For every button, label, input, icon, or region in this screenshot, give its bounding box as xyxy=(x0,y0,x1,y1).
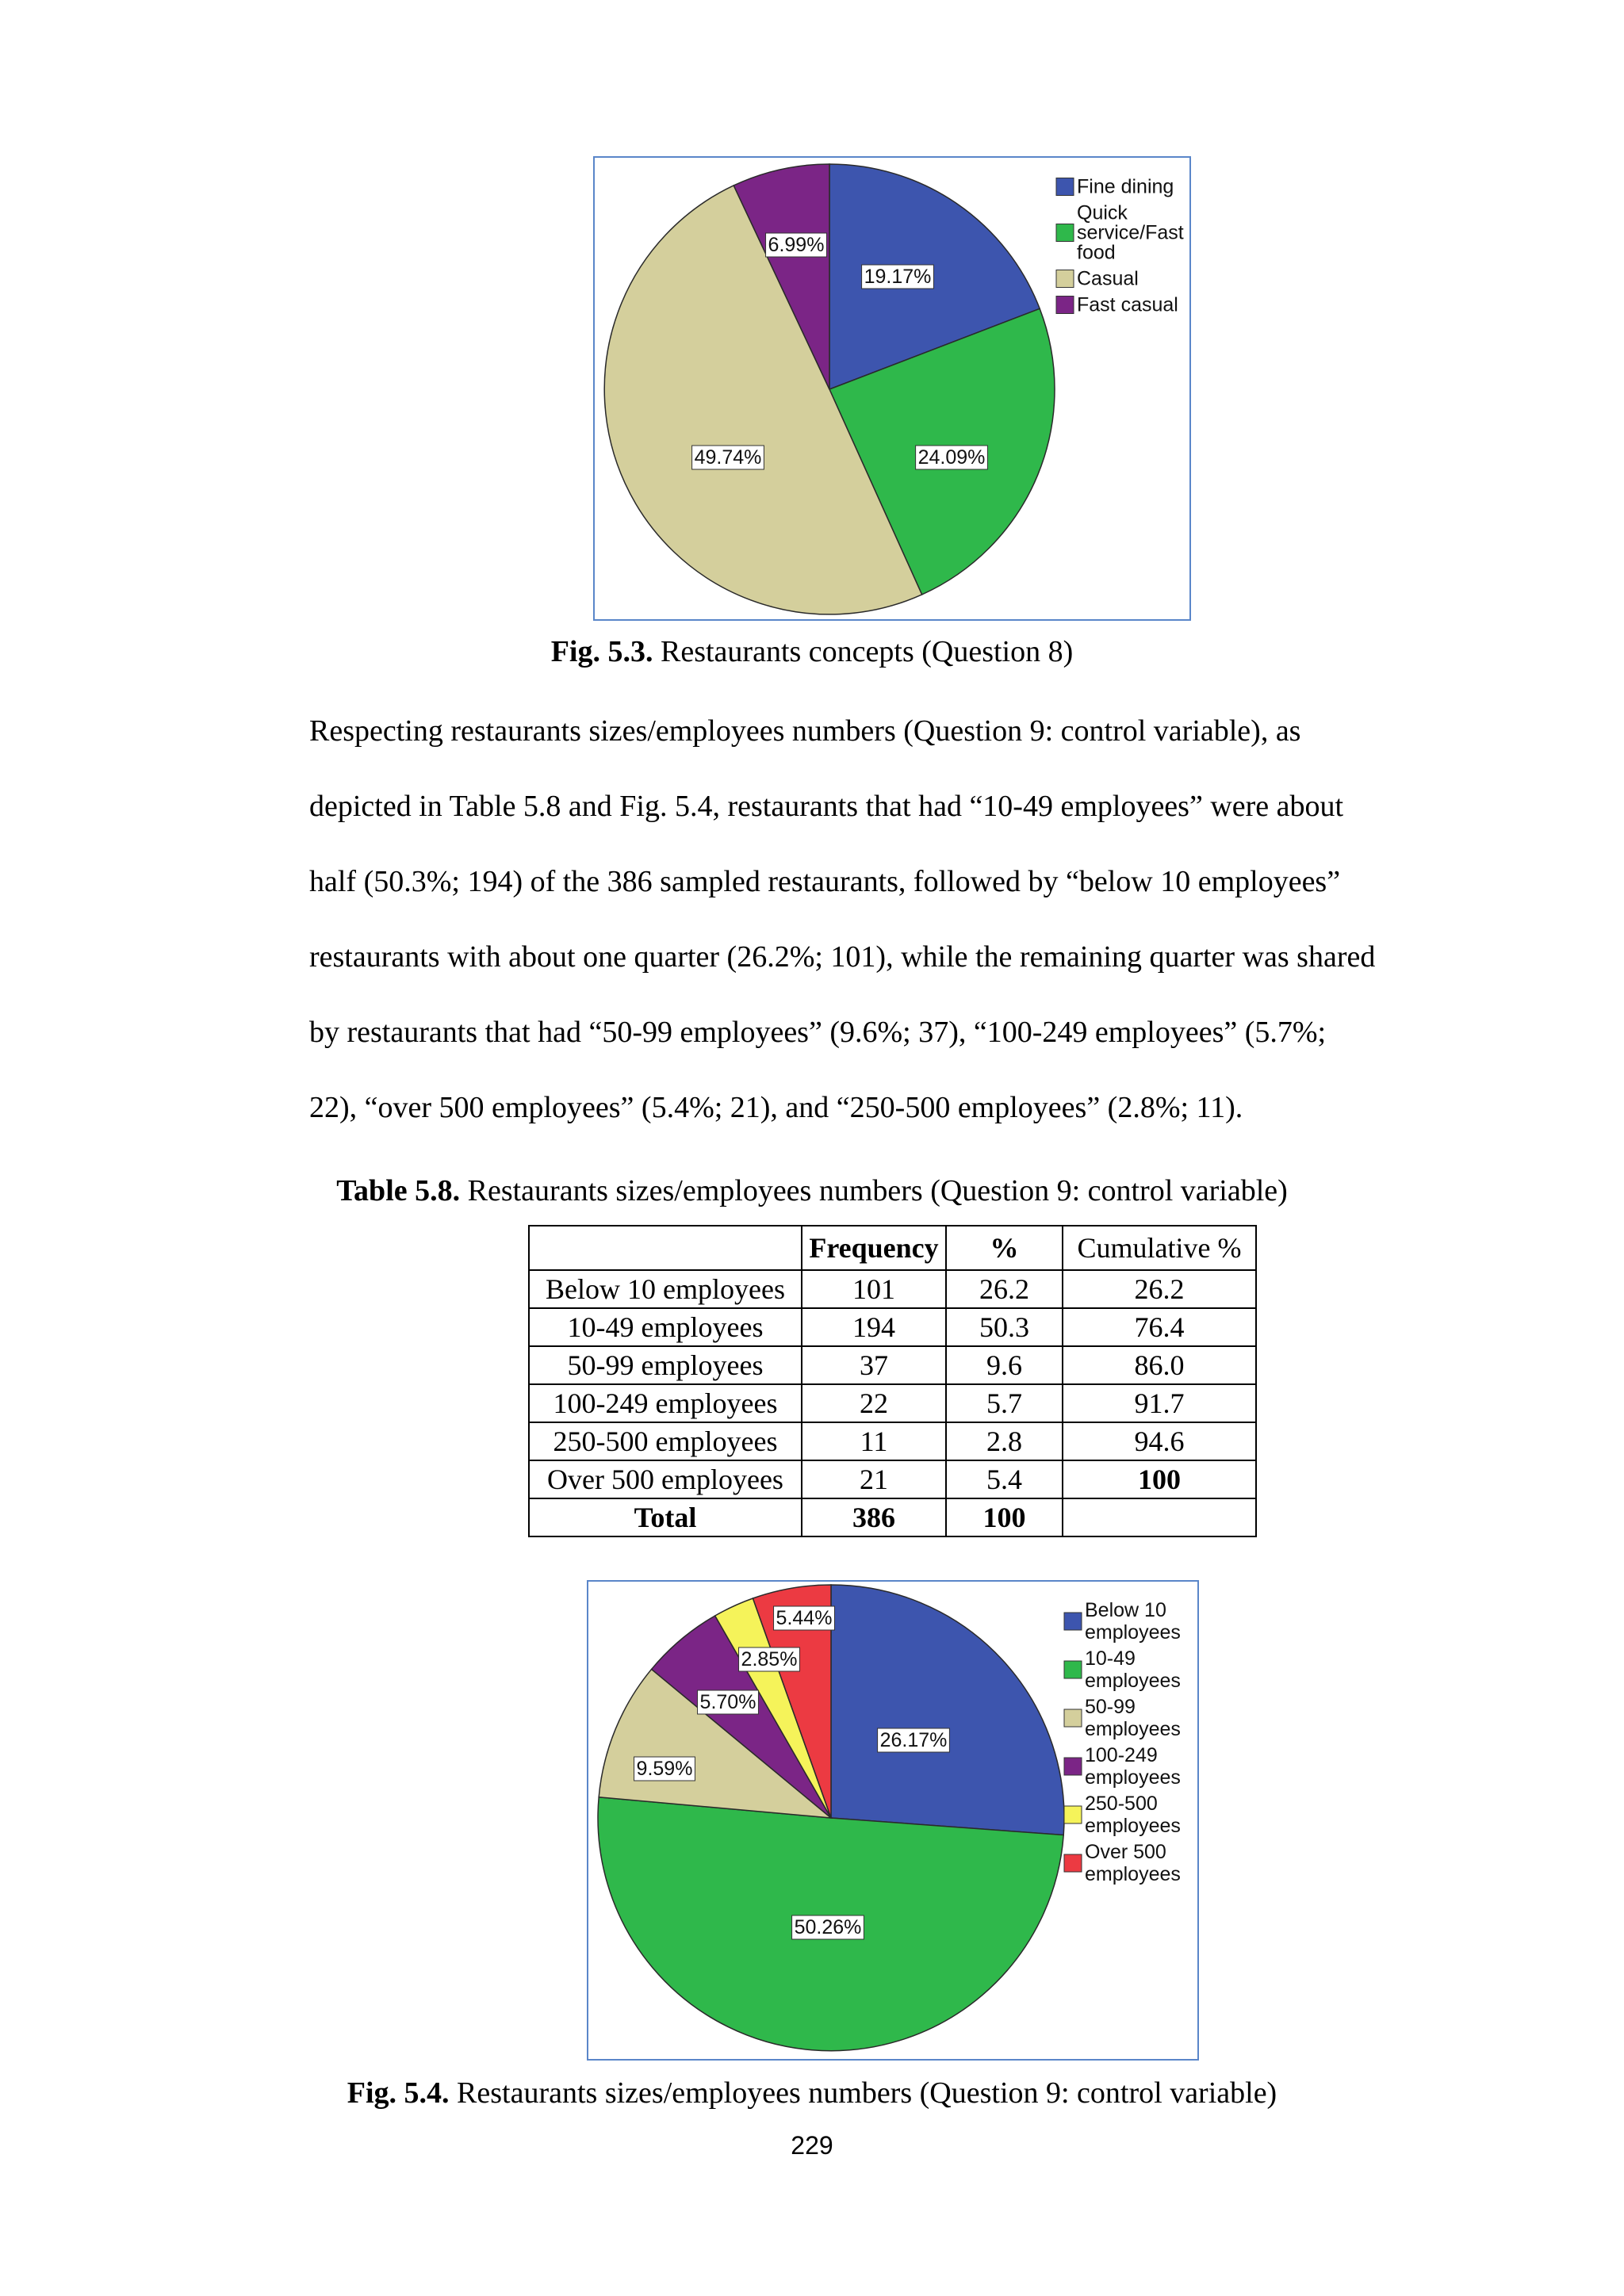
table-cell: 194 xyxy=(802,1308,946,1346)
figure-title: Restaurants concepts (Question 8) xyxy=(661,635,1074,668)
paragraph-line: 22), “over 500 employees” (5.4%; 21), and “250-500 employees” (2.8%; 11). xyxy=(309,1091,1243,1124)
figure-caption-5-3 xyxy=(0,634,1624,669)
legend-entry xyxy=(1064,1647,1181,1692)
legend-label: 100-249 xyxy=(1085,1744,1158,1766)
table-cell: Below 10 employees xyxy=(529,1270,802,1308)
svg-text:5.44%: 5.44% xyxy=(776,1607,833,1629)
figure-label: Fig. 5.3. xyxy=(550,635,653,668)
legend-entry xyxy=(1064,1793,1181,1837)
legend-entry xyxy=(1064,1841,1181,1885)
table-cell: 50.3 xyxy=(946,1308,1063,1346)
legend-label: Over 500 xyxy=(1085,1841,1166,1863)
slice-value-label xyxy=(916,446,988,469)
slice-value-label xyxy=(634,1757,695,1781)
legend-entry xyxy=(1064,1599,1181,1644)
legend-swatch xyxy=(1056,178,1074,196)
slice-value-label xyxy=(792,1915,864,1939)
table-header-row xyxy=(529,1226,1256,1270)
legend-entry xyxy=(1064,1744,1181,1789)
slice-value-label xyxy=(766,233,827,257)
svg-text:50.26%: 50.26% xyxy=(794,1916,862,1938)
legend-swatch xyxy=(1064,1806,1082,1823)
svg-text:24.09%: 24.09% xyxy=(917,446,986,469)
legend-swatch xyxy=(1064,1854,1082,1872)
table-cell: 21 xyxy=(802,1460,946,1498)
table-row xyxy=(529,1270,1256,1308)
paragraph-line: by restaurants that had “50-99 employees” (9.6%; 37), “100-249 employees” (5.7%; xyxy=(309,1016,1327,1049)
legend-swatch xyxy=(1064,1613,1082,1630)
svg-text:19.17%: 19.17% xyxy=(864,266,932,288)
legend-label: 10-49 xyxy=(1085,1647,1136,1670)
paragraph-line: restaurants with about one quarter (26.2%; 101), while the remaining quarter was shared xyxy=(309,940,1376,974)
table-cell: 94.6 xyxy=(1063,1422,1256,1460)
legend-label: employees xyxy=(1085,1718,1181,1740)
employees-table xyxy=(528,1225,1257,1537)
legend-swatch xyxy=(1056,270,1074,288)
legend-label: Below 10 xyxy=(1085,1599,1166,1621)
legend-entry xyxy=(1064,1696,1181,1740)
legend-label: employees xyxy=(1085,1670,1181,1692)
legend-swatch xyxy=(1064,1661,1082,1678)
svg-text:9.59%: 9.59% xyxy=(636,1758,693,1780)
slice-value-label xyxy=(774,1606,835,1630)
table-title: Restaurants sizes/employees numbers (Question 9: control variable) xyxy=(467,1174,1288,1207)
legend-label: 250-500 xyxy=(1085,1793,1158,1815)
table-cell: 9.6 xyxy=(946,1346,1063,1384)
table-header-cell: % xyxy=(946,1226,1063,1270)
paragraph-line: Respecting restaurants sizes/employees numbers (Question 9: control variable), as xyxy=(309,714,1301,748)
figure-caption-5-4 xyxy=(0,2076,1624,2110)
table-header-cell: Cumulative % xyxy=(1063,1226,1256,1270)
pie-chart-svg xyxy=(595,158,1189,619)
legend-label: employees xyxy=(1085,1621,1181,1644)
paragraph-line: half (50.3%; 194) of the 386 sampled restaurants, followed by “below 10 employees” xyxy=(309,865,1341,898)
pie-slice xyxy=(831,1585,1064,1835)
table-header-cell xyxy=(529,1226,802,1270)
legend-entry xyxy=(1056,176,1174,198)
table-caption-5-8 xyxy=(0,1173,1624,1208)
legend-entry xyxy=(1056,268,1139,290)
svg-text:2.85%: 2.85% xyxy=(741,1648,798,1670)
table-cell: 100 xyxy=(946,1498,1063,1536)
svg-text:49.74%: 49.74% xyxy=(694,446,762,469)
table-cell: 86.0 xyxy=(1063,1346,1256,1384)
slice-value-label xyxy=(878,1728,950,1752)
table-cell: 11 xyxy=(802,1422,946,1460)
pie-chart-restaurant-sizes xyxy=(587,1580,1199,2061)
legend-label: Fine dining xyxy=(1077,175,1174,198)
svg-text:6.99%: 6.99% xyxy=(768,234,825,256)
table-label: Table 5.8. xyxy=(336,1174,461,1207)
table-cell: 37 xyxy=(802,1346,946,1384)
table-total-row xyxy=(529,1498,1256,1536)
table-cell: 386 xyxy=(802,1498,946,1536)
table-cell: 26.2 xyxy=(1063,1270,1256,1308)
table-row xyxy=(529,1384,1256,1422)
table-row xyxy=(529,1422,1256,1460)
slice-value-label xyxy=(692,446,764,469)
table-row xyxy=(529,1460,1256,1498)
legend-label: service/Fast xyxy=(1077,221,1184,244)
legend-swatch xyxy=(1064,1758,1082,1775)
page-number: 229 xyxy=(791,2131,833,2160)
table-cell xyxy=(1063,1498,1256,1536)
pie-chart-svg xyxy=(588,1582,1197,2059)
figure-title: Restaurants sizes/employees numbers (Question 9: control variable) xyxy=(457,2076,1277,2110)
table-cell: 5.4 xyxy=(946,1460,1063,1498)
table-cell: 76.4 xyxy=(1063,1308,1256,1346)
table-cell: 91.7 xyxy=(1063,1384,1256,1422)
table-cell: 5.7 xyxy=(946,1384,1063,1422)
svg-text:5.70%: 5.70% xyxy=(699,1691,756,1713)
table-cell: 26.2 xyxy=(946,1270,1063,1308)
body-paragraph xyxy=(309,694,1471,1146)
table-cell: 2.8 xyxy=(946,1422,1063,1460)
legend-label: Fast casual xyxy=(1077,293,1178,316)
paragraph-line: depicted in Table 5.8 and Fig. 5.4, restaurants that had “10-49 employees” were about xyxy=(309,790,1344,823)
table-cell: Total xyxy=(529,1498,802,1536)
legend-label: 50-99 xyxy=(1085,1696,1136,1718)
table-cell: 10-49 employees xyxy=(529,1308,802,1346)
legend-label: employees xyxy=(1085,1766,1181,1789)
legend-swatch xyxy=(1056,224,1074,242)
svg-text:26.17%: 26.17% xyxy=(879,1729,948,1751)
table-cell: 250-500 employees xyxy=(529,1422,802,1460)
pie-chart-restaurant-concepts xyxy=(593,156,1191,621)
table-cell: 101 xyxy=(802,1270,946,1308)
legend-label: food xyxy=(1077,241,1116,264)
table-header-cell: Frequency xyxy=(802,1226,946,1270)
table-cell: Over 500 employees xyxy=(529,1460,802,1498)
legend-swatch xyxy=(1064,1709,1082,1727)
table-cell: 100 xyxy=(1063,1460,1256,1498)
slice-value-label xyxy=(698,1690,759,1714)
legend-label: employees xyxy=(1085,1815,1181,1837)
table-row xyxy=(529,1308,1256,1346)
table-cell: 100-249 employees xyxy=(529,1384,802,1422)
slice-value-label xyxy=(862,265,934,289)
legend-entry xyxy=(1056,202,1184,264)
legend-label: employees xyxy=(1085,1863,1181,1885)
legend-swatch xyxy=(1056,297,1074,314)
legend-label: Casual xyxy=(1077,267,1139,290)
legend-label: Quick xyxy=(1077,201,1128,224)
figure-label: Fig. 5.4. xyxy=(347,2076,450,2110)
table-cell: 22 xyxy=(802,1384,946,1422)
legend-entry xyxy=(1056,294,1178,316)
table-row xyxy=(529,1346,1256,1384)
slice-value-label xyxy=(739,1647,800,1671)
table-cell: 50-99 employees xyxy=(529,1346,802,1384)
